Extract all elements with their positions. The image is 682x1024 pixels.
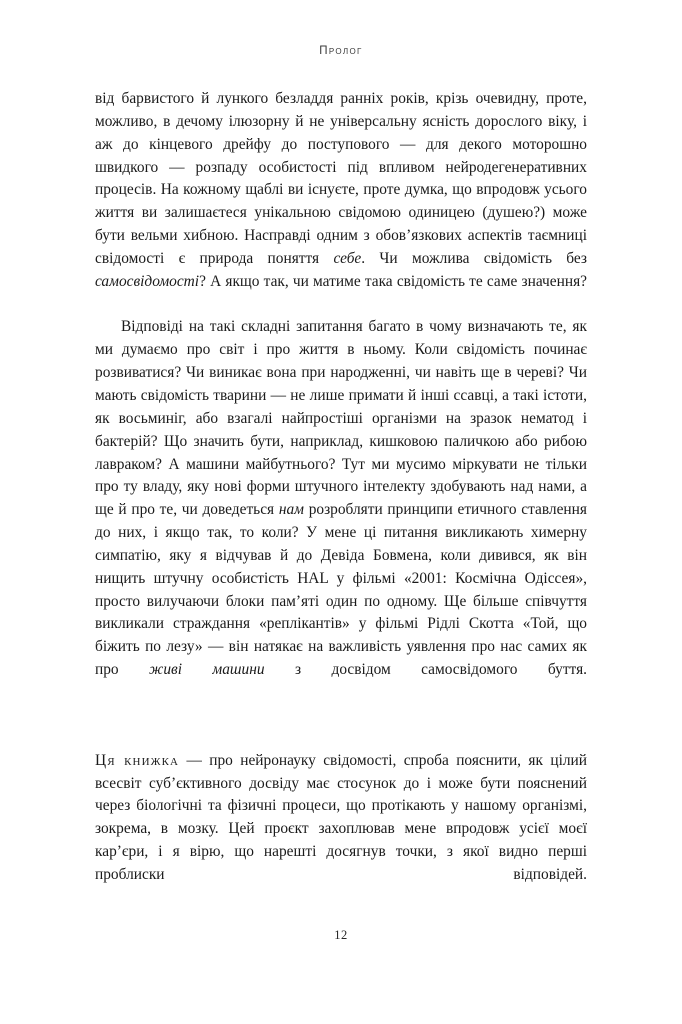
paragraph-text: з досвідом самосвідомого буття. <box>264 661 587 679</box>
running-head: Пролог <box>319 45 363 57</box>
paragraph-text: . Чи можлива свідомість без <box>361 249 587 267</box>
emphasis-text: живі машини <box>149 661 265 679</box>
emphasis-text: себе <box>333 249 362 267</box>
body-paragraph-p1 <box>95 88 587 316</box>
small-caps-lead-in: Ця книжка <box>95 751 180 769</box>
section-break <box>95 705 587 750</box>
body-paragraph-p2 <box>95 316 587 704</box>
paragraph-text: від барвистого й лункого безладдя ранніх років, крізь очевидну, проте, можливо, в дечому ілюзорну й не універсальну ясність дорослого віку, і аж до кінцевого дрейфу до поступового — для декого моторошно швидкого — розпаду особистості під впливом нейродегенеративних процесів. На кожному щаблі ви існуєте, проте думка, що впродовж усього життя ви залишаєтеся унікальною свідомою одиницею (душею?) може бути вельми хибною. Насправді одним з обов’язкових аспектів таємниці свідомості є природа поняття <box>95 90 587 267</box>
text-column <box>95 88 587 910</box>
page-number: 12 <box>334 928 348 942</box>
paragraph-text: розробляти принципи етичного ставлення до них, і якщо так, то коли? У мене ці питання викликають химерну симпатію, яку я відчував й до Девіда Бовмена, коли дивився, як він нищить штучну особистість HAL у фільмі «2001: Космічна Одіссея», просто вилучаючи блоки пам’яті один по одному. Ще більше співчуття викликали страждання «реплікантів» у фільмі Рідлі Скотта «Той, що біжить по лезу» — він натякає на важливість уявлення про нас самих як про <box>95 501 587 679</box>
paragraph-text: Відповіді на такі складні запитання багато в чому визначають те, як ми думаємо про світ і про життя в ньому. Коли свідомість починає розвиватися? Чи виникає вона при народженні, чи навіть ще в череві? Чи мають свідомість тварини — не лише примати й інші ссавці, а такі істоти, як восьминіг, або взагалі найпростіші організми на зразок нематод і бактерій? Що значить бути, наприклад, кишковою паличкою або рибою лавраком? А машини майбутнього? Тут ми мусимо міркувати не тільки про ту владу, яку нові форми штучного інтелекту здобувають над нами, а ще й про те, чи доведеться <box>95 318 587 519</box>
paragraph-text: ? А якщо так, чи матиме така свідомість те саме значення? <box>199 272 587 290</box>
emphasis-text: самосвідомості <box>95 272 200 290</box>
emphasis-text: нам <box>278 501 304 519</box>
paragraph-text: — про нейронауку свідомості, спроба пояснити, як цілий всесвіт суб’єктивного досвіду має стосунок до і може бути пояснений через біологічні та фізичні процеси, що протікають у нашому організмі, зокрема, в мозку. Цей проєкт захоплював мене впродовж усієї моєї кар’єри, і я вірю, що нарешті досягнув точки, з якої видно перші проблиски відповідей. <box>95 751 587 883</box>
body-paragraph-p3 <box>95 750 587 910</box>
